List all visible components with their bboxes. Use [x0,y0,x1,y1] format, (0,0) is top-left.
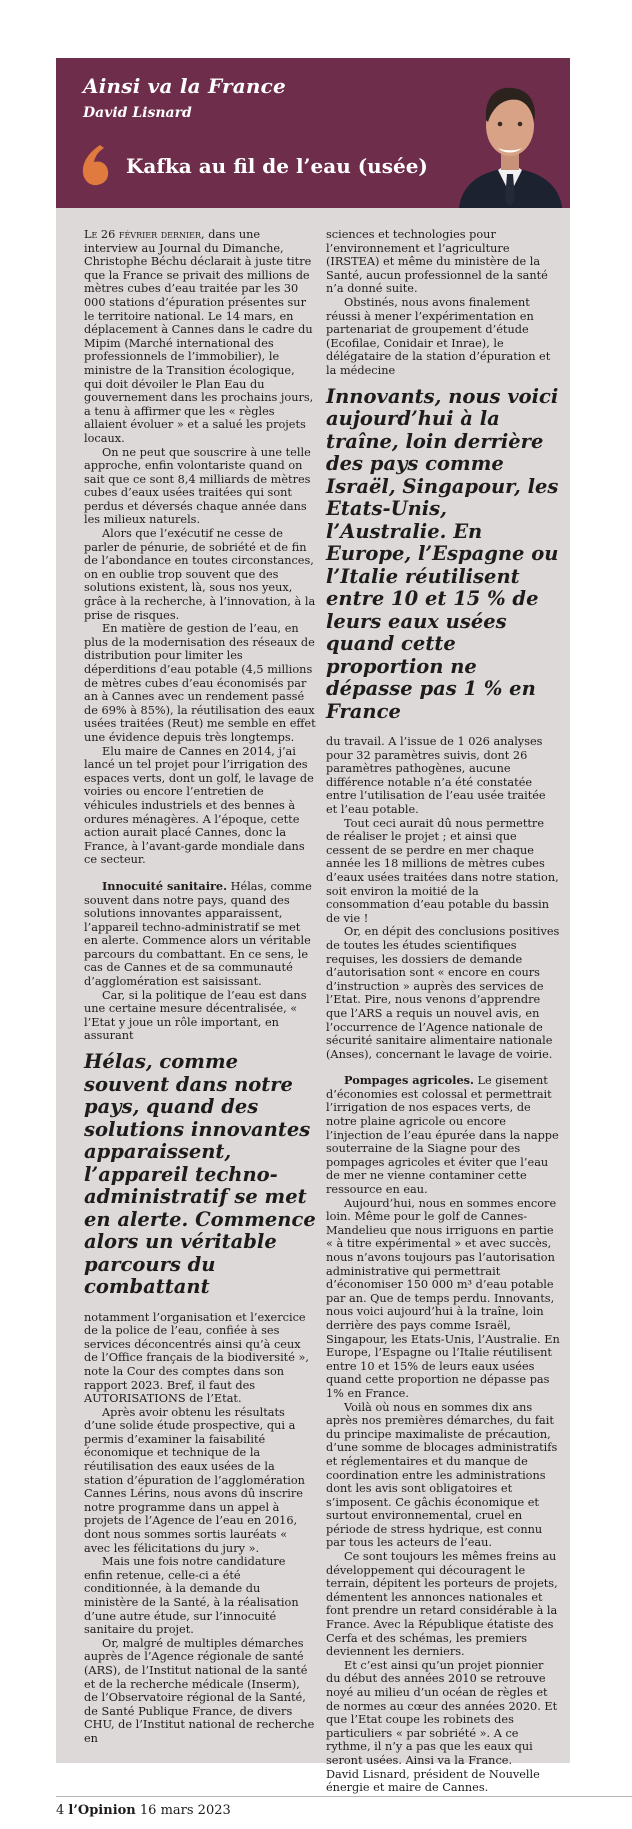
publication-date: 16 mars 2023 [139,1803,231,1818]
body-paragraph [84,1406,316,1556]
paragraph-text: Car, si la politique de l’eau est dans une certaine mesure décentralisée, « l’Etat y joue un rôle important, en assurant [84,988,307,1043]
paragraph-text: Or, malgré de multiples démarches auprès de l’Agence régionale de santé (ARS), de l’Institut national de la santé et de la recherche médicale (Inserm), de l’Observatoire régional de la Santé, de Santé Publique France, de divers CHU, de l’Institut national de recherche en [84,1636,315,1745]
paragraph-text: Tout ceci aurait dû nous permettre de réaliser le projet ; et ainsi que cessent de se perdre en mer chaque année les 18 millions de mètres cubes d’eaux usées traitées dans notre station, soit environ la moitié de la consommation d’eau potable du bassin de vie ! [326,816,559,925]
body-paragraph [326,1074,560,1196]
body-paragraph [326,925,560,1061]
paragraph-text: Hélas, comme souvent dans notre pays, quand des solutions innovantes apparaissent, l’appareil techno-administratif se met en alerte. Commence alors un véritable parcours du combattant. En ce sens, le cas de Cannes et de sa communauté d’agglomération est saisissant. [84,879,312,989]
paragraph-text: Le gisement d’économies est colossal et permettrait l’irrigation de nos espaces verts, de notre plaine agricole ou encore l’injection de l’eau épurée dans la nappe souterraine de la Siagne pour des pompages agricoles et éviter que l’eau de mer ne vienne contaminer cette ressource en eau. [326,1074,559,1197]
paragraph-text: On ne peut que souscrire à une telle approche, enfin volontariste quand on sait que ce sont 8,4 milliards de mètres cubes d’eaux usées traitées qui sont perdus et déversés chaque année dans les milieux naturels. [84,445,311,527]
body-paragraph [326,1659,560,1768]
article-headline: Kafka au fil de l’eau (usée) [126,154,428,178]
paragraph-text: , dans une interview au Journal du Dimanche, Christophe Béchu déclarait à juste titre que la France se privait des millions de mètres cubes d’eau traitée par les 30 000 stations d’épuration présentes sur le territoire national. Le 14 mars, en déplacement à Cannes dans le cadre du Mipim (Marché international des professionnels de l’immobilier), le ministre de la Transition écologique, qui doit dévoiler le Plan Eau du gouvernement dans les prochains jours, a tenu à affirmer que les « règles allaient évoluer » et a salué les projets locaux. [84,228,314,445]
paragraph-text: Après avoir obtenu les résultats d’une solide étude prospective, qui a permis d’examiner la faisabilité économique et technique de la réutilisation des eaux usées de la station d’épuration de l’agglomération Cannes Lérins, nous avons dû inscrire notre programme dans un appel à projets de l’Agence de l’eau en 2016, dont nous sommes sortis lauréats « avec les félicitations du jury ». [84,1405,305,1555]
body-paragraph [84,1555,316,1637]
body-paragraph [326,817,560,926]
body-paragraph: sciences et technologies pour l’environnement et l’agriculture (IRSTEA) et même du ministère de la Santé, aucun professionnel de la santé n’a donné suite. [326,228,548,296]
rubric-title: Ainsi va la France [83,74,286,98]
pull-quote: Innovants, nous voici aujourd’hui à la traîne, loin derrière des pays comme Israël, Singapour, les Etats-Unis, l’Australie. En Europe, l’Espagne ou l’Italie réutilisent entre 10 et 15 % de leurs eaux usées quand cette proportion ne dépasse pas 1 % en France [326,384,559,723]
footer-rule [56,1796,632,1797]
column-left [84,228,316,1746]
paragraph-text: Or, en dépit des conclusions positives de toutes les études scientifiques requises, les dossiers de demande d’autorisation sont « encore en cours d’instruction » auprès des services de l’Etat. Pire, nous venons d’apprendre que l’ARS a requis un nouvel avis, en l’occurrence de l’Agence nationale de sécurité sanitaire alimentaire nationale (Anses), concernant le lavage de voirie. [326,925,560,1061]
author-portrait [454,70,567,208]
page-number: 4 [56,1803,65,1818]
subheading: Pompages agricoles. [344,1073,474,1088]
body-paragraph: David Lisnard, président de Nouvelle énergie et maire de Cannes. [326,1767,540,1795]
page-footer [56,1803,231,1818]
pull-quote: Hélas, comme souvent dans notre pays, quand des solutions innovantes apparaissent, l’appareil techno-administratif se met en alerte. Commence alors un véritable parcours du combattant [84,1050,316,1299]
lead-in: Le 26 février dernier [84,228,202,241]
article-header [56,58,570,208]
body-paragraph [84,745,316,867]
body-paragraph [84,228,316,446]
paragraph-text: Alors que l’exécutif ne cesse de parler de pénurie, de sobriété et de fin de l’abondance en toutes circonstances, on en oublie trop souvent que des solutions existent, là, sous nos yeux, grâce à la recherche, à l’innovation, à la prise de risques. [84,527,316,622]
body-paragraph: du travail. A l’issue de 1 026 analyses pour 32 paramètres suivis, dont 26 paramètres pathogènes, aucune différence notable n’a été constatée entre l’utilisation de l’eau usée traitée et l’eau potable. [326,735,546,816]
body-paragraph [84,622,316,744]
body-paragraph [84,989,316,1043]
body-paragraph [326,296,560,378]
paragraph-text: En matière de gestion de l’eau, en plus de la modernisation des réseaux de distribution pour limiter les déperditions d’eau potable (4,5 millions de mètres cubes d’eau économisés par an à Cannes avec un rendement passé de 69% à 85%), la réutilisation des eaux usées traitées (Reut) me semble en effet une évidence depuis très longtemps. [84,622,316,744]
body-paragraph [326,1401,560,1551]
paragraph-text: Ce sont toujours les mêmes freins au développement qui découragent le terrain, dépitent les porteurs de projets, démentent les annonces nationales et font prendre un retard considérable à la France. Avec la République étatiste des Cerfa et des schémas, les premiers deviennent les derniers. [326,1550,558,1659]
paragraph-text: Voilà où nous en sommes dix ans après nos premières démarches, du fait du principe maximaliste de précaution, d’une somme de blocages administratifs et réglementaires et du manque de coordination entre les administrations dont les avis sont obligatoires et s’imposent. Ce gâchis économique et surtout environnemental, cruel en période de stress hydrique, est connu par tous les acteurs de l’eau. [326,1400,558,1550]
publication-name: l’Opinion [68,1803,136,1818]
paragraph-text: Obstinés, nous avons finalement réussi à mener l’expérimentation en partenariat de groupement d’étude (Ecofilae, Conidair et Inrae), le délégataire de la station d’épuration et la médecine [326,295,551,377]
body-paragraph [326,1197,560,1401]
paragraph-text: Mais une fois notre candidature enfin retenue, celle-ci a été conditionnée, à la demande du ministère de la Santé, à la réalisation d’une autre étude, sur l’innocuité sanitaire du projet. [84,1555,299,1637]
body-paragraph [326,1550,560,1659]
body-paragraph [84,1637,316,1746]
body-paragraph [84,446,316,528]
body-paragraph: notamment l’organisation et l’exercice de la police de l’eau, confiée à ses services déconcentrés ainsi qu’à ceux de l’Office français de la biodiversité », note la Cour des comptes dans son rapport 2023. Bref, il faut des AUTORISATIONS de l’Etat. [84,1310,310,1406]
paragraph-text: Et c’est ainsi qu’un projet pionnier du début des années 2010 se retrouve noyé au milieu d’un océan de règles et de normes au cœur des années 2020. Et que l’Etat coupe les robinets des particuliers « par sobriété ». A ce rythme, il n’y a pas que les eaux qui seront usées. Ainsi va la France. [326,1658,558,1767]
quote-mark-icon [78,143,112,187]
body-paragraph [84,527,316,622]
paragraph-text: Aujourd’hui, nous en sommes encore loin. Même pour le golf de Cannes-Mandelieu que nous irriguons en partie « à titre expérimental » et avec succès, nous n’avons toujours pas l’autorisation administrative qui permettrait d’économiser 150 000 m³ d’eau potable par an. Que de temps perdu. Innovants, nous voici aujourd’hui à la traîne, loin derrière des pays comme Israël, Singapour, les Etats-Unis, l’Australie. En Europe, l’Espagne ou l’Italie réutilisent entre 10 et 15% de leurs eaux usées quand cette proportion ne dépasse pas 1% en France. [326,1196,560,1400]
subheading: Innocuité sanitaire. [102,878,228,893]
body-paragraph [84,880,316,989]
article-sheet [56,58,570,1795]
paragraph-text: Elu maire de Cannes en 2014, j’ai lancé un tel projet pour l’irrigation des espaces verts, dont un golf, le lavage de voiries ou encore l’entretien de véhicules industriels et des bennes à ordures ménagères. A l’époque, cette action aurait placé Cannes, donc la France, à l’avant-garde mondiale dans ce secteur. [84,744,314,867]
column-right [326,228,560,1795]
author-name: David Lisnard [83,105,192,121]
